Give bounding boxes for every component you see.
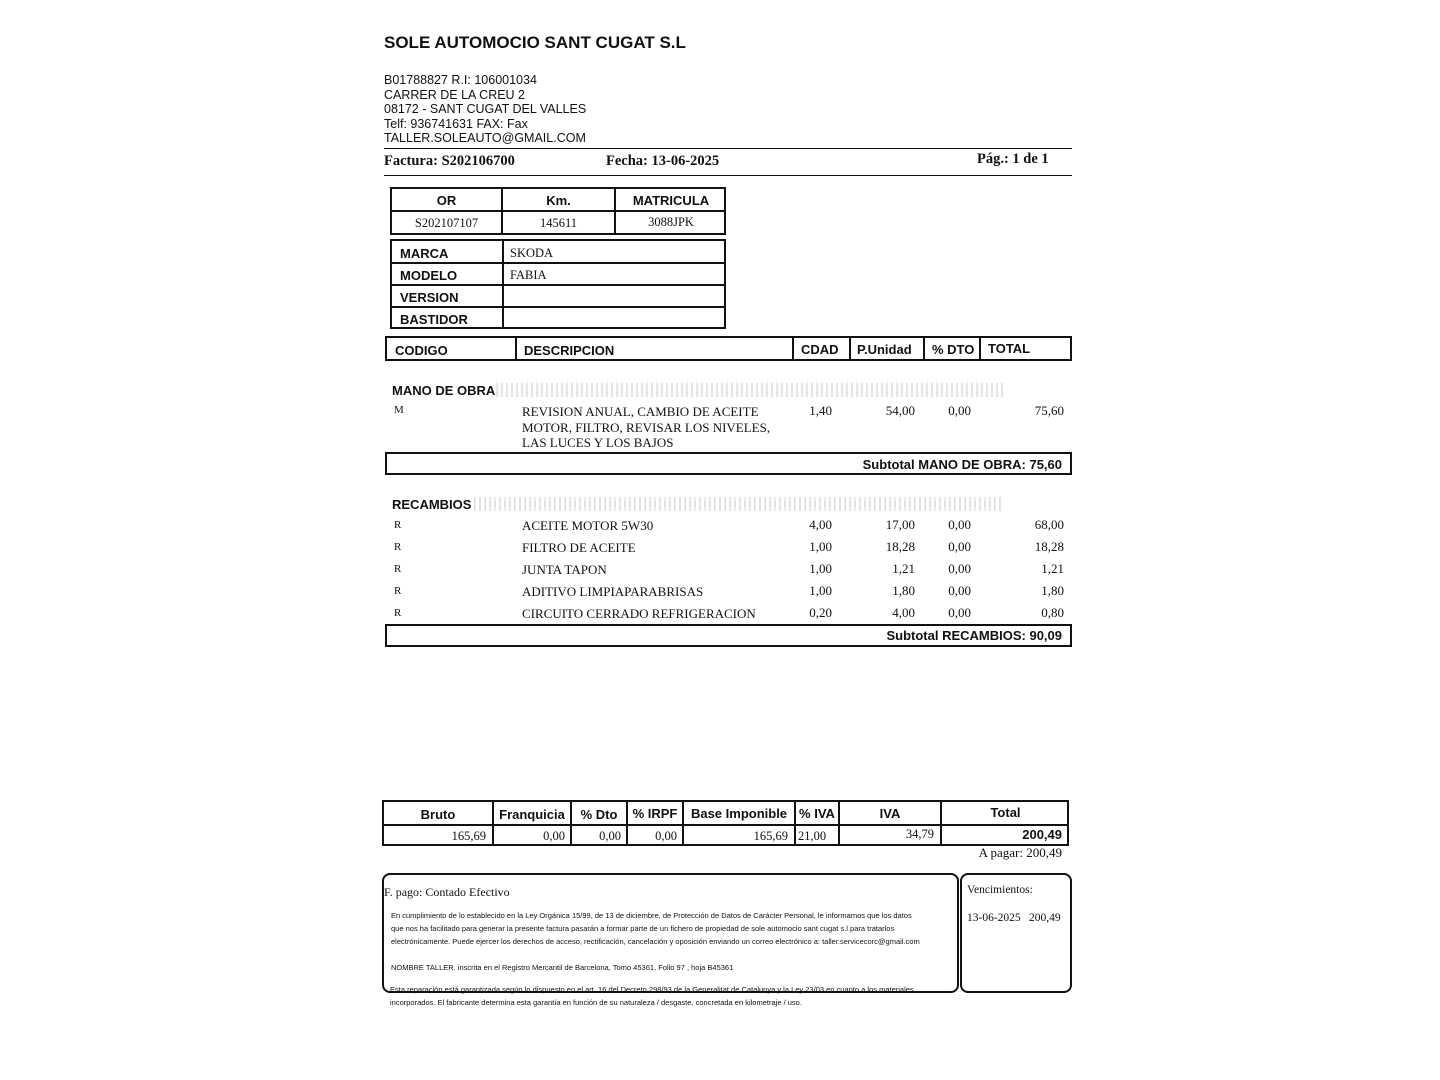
scan-shading	[496, 383, 1006, 397]
scan-shading	[474, 497, 1004, 511]
item-dto: 0,00	[948, 605, 971, 620]
codigo-header: CODIGO	[395, 343, 448, 358]
item-punidad: 1,21	[892, 561, 915, 576]
item-dto: 0,00	[948, 539, 971, 554]
item-description: ACEITE MOTOR 5W30	[522, 518, 654, 533]
item-description: ADITIVO LIMPIAPARABRISAS	[522, 584, 704, 599]
vencimientos-box	[960, 873, 1072, 993]
garantia-line: incorporados. El fabricante determina esta garantía en función de su naturaleza / desgaste, concretada en kilometraje / uso.	[390, 998, 802, 1007]
item-code: R	[394, 563, 402, 575]
descripcion-header: DESCRIPCION	[524, 343, 615, 358]
company-city: 08172 - SANT CUGAT DEL VALLES	[384, 102, 587, 117]
item-cdad: 1,00	[809, 561, 832, 576]
item-code: R	[394, 607, 402, 619]
company-name: SOLE AUTOMOCIO SANT CUGAT S.L	[384, 33, 686, 52]
pct-iva-header: % IVA	[799, 806, 835, 821]
totals-table	[382, 800, 1069, 846]
mano-obra-code: M	[394, 404, 404, 416]
bastidor-label: BASTIDOR	[400, 312, 468, 327]
item-dto: 0,00	[948, 517, 971, 532]
company-phone: Telf: 936741631 FAX: Fax	[384, 116, 528, 131]
iva-value: 34,79	[905, 827, 934, 841]
recambios-subtotal: Subtotal RECAMBIOS: 90,09	[886, 628, 1062, 643]
item-punidad: 17,00	[885, 517, 915, 532]
irpf-header: % IRPF	[632, 806, 678, 821]
mano-obra-punidad: 54,00	[885, 403, 915, 418]
dto-total-header: % Dto	[580, 807, 618, 822]
item-total: 0,80	[1041, 605, 1064, 620]
dto-total-value: 0,00	[599, 829, 621, 843]
items-header	[385, 336, 1072, 361]
company-tax-id: B01788827 R.I: 106001034	[384, 73, 537, 87]
item-cdad: 0,20	[809, 605, 832, 620]
mano-obra-description	[522, 404, 770, 451]
pct-iva-value: 21,00	[798, 829, 827, 843]
table-row	[385, 583, 1072, 605]
base-imponible-header: Base Imponible	[690, 806, 788, 821]
item-total: 1,80	[1041, 583, 1064, 598]
km-value: 145611	[539, 216, 578, 230]
page-number: Pág.: 1 de 1	[977, 151, 1049, 167]
mano-obra-cdad: 1,40	[809, 403, 832, 418]
item-code: R	[394, 519, 402, 531]
marca-label: MARCA	[400, 246, 449, 261]
mano-obra-subtotal-box	[385, 452, 1072, 475]
vehicle-id-table	[390, 187, 726, 235]
item-punidad: 1,80	[892, 583, 915, 598]
mano-obra-desc-line: REVISION ANUAL, CAMBIO DE ACEITE	[522, 404, 759, 419]
vencimientos-title: Vencimientos:	[967, 884, 1033, 896]
marca-value: SKODA	[510, 246, 554, 260]
item-punidad: 4,00	[892, 605, 915, 620]
total-final-value: 200,49	[1022, 827, 1062, 842]
legal-line: En cumplimiento de lo establecido en la Ley Orgánica 15/99, de 13 de diciembre, de Protección de Datos de Carácter Personal, le informamos que los datos	[391, 911, 912, 920]
version-label: VERSION	[400, 290, 459, 305]
mano-obra-desc-line: MOTOR, FILTRO, REVISAR LOS NIVELES,	[522, 419, 771, 435]
company-details	[384, 73, 586, 146]
modelo-value: FABIA	[510, 268, 547, 282]
iva-header: IVA	[879, 806, 901, 821]
item-total: 1,21	[1041, 561, 1064, 576]
punidad-header: P.Unidad	[857, 342, 912, 357]
item-dto: 0,00	[948, 561, 971, 576]
table-row	[385, 539, 1072, 561]
item-total: 68,00	[1034, 517, 1064, 532]
or-header: OR	[436, 193, 457, 208]
item-cdad: 1,00	[809, 583, 832, 598]
legal-line: que nos ha facilitado para generar la presente factura pasarán a formar parte de un fichero de propiedad de sole automocio sant cugat s.l para tratarlos	[391, 924, 895, 933]
legal-text	[391, 909, 956, 948]
header-rule-top	[384, 148, 1072, 149]
or-value: S202107107	[414, 216, 479, 230]
company-address: CARRER DE LA CREU 2	[384, 87, 526, 102]
registro-mercantil: NOMBRE TALLER. inscrita en el Registro Mercantil de Barcelona, Tomo 45361, Folio 97 , hoja B45361	[391, 963, 734, 972]
franquicia-value: 0,00	[543, 829, 565, 843]
irpf-value: 0,00	[655, 829, 677, 843]
bruto-value: 165,69	[451, 829, 486, 843]
invoice-number: Factura: S202106700	[384, 153, 515, 169]
recambios-subtotal-box	[385, 624, 1072, 647]
recambios-title: RECAMBIOS	[392, 497, 472, 512]
item-code: R	[394, 585, 402, 597]
mano-obra-total: 75,60	[1034, 403, 1064, 418]
legal-line: electrónicamente. Puede ejercer los derechos de acceso, rectificación, cancelación y oposición enviando un correo electrónico a: taller.servicecorc@gmail.com	[391, 937, 920, 946]
vencimiento-importe: 200,49	[1029, 912, 1061, 924]
item-total: 18,28	[1034, 539, 1064, 554]
bruto-header: Bruto	[420, 807, 456, 822]
modelo-label: MODELO	[400, 268, 458, 283]
invoice-date: Fecha: 13-06-2025	[606, 153, 720, 169]
km-header: Km.	[546, 193, 571, 208]
franquicia-header: Franquicia	[499, 807, 565, 822]
payment-legal-box	[382, 873, 959, 993]
cdad-header: CDAD	[801, 342, 839, 357]
item-dto: 0,00	[948, 583, 971, 598]
company-email: TALLER.SOLEAUTO@GMAIL.COM	[384, 131, 586, 146]
garantia-text	[390, 983, 970, 1009]
total-final-header: Total	[990, 805, 1021, 820]
matricula-header: MATRICULA	[632, 193, 710, 208]
item-cdad: 1,00	[809, 539, 832, 554]
a-pagar: A pagar: 200,49	[978, 845, 1062, 860]
mano-obra-title: MANO DE OBRA	[392, 383, 496, 398]
mano-obra-subtotal: Subtotal MANO DE OBRA: 75,60	[862, 457, 1062, 472]
item-code: R	[394, 541, 402, 553]
matricula-value: 3088JPK	[648, 215, 694, 229]
header-rule-bottom	[384, 175, 1072, 176]
table-row	[385, 517, 1072, 539]
item-punidad: 18,28	[885, 539, 915, 554]
mano-obra-desc-line: LAS LUCES Y LOS BAJOS	[522, 435, 674, 450]
vencimiento-fecha: 13-06-2025	[967, 912, 1021, 924]
item-description: FILTRO DE ACEITE	[522, 540, 636, 555]
forma-pago: F. pago: Contado Efectivo	[384, 885, 510, 899]
vehicle-details-table	[390, 239, 726, 329]
item-cdad: 4,00	[809, 517, 832, 532]
mano-obra-dto: 0,00	[948, 403, 971, 418]
item-description: CIRCUITO CERRADO REFRIGERACION	[522, 606, 756, 621]
dto-header: % DTO	[932, 342, 975, 357]
total-header: TOTAL	[988, 341, 1031, 356]
table-row	[385, 561, 1072, 583]
item-description: JUNTA TAPON	[522, 562, 607, 577]
base-imponible-value: 165,69	[753, 829, 788, 843]
recambios-list	[385, 517, 1072, 625]
garantia-line: Esta reparación está garantizada según lo dispuesto en el art. 16 del Decreto 298/93 de la Generalitat de Catalunya y la Ley 23/03 en cuanto a los materiales	[390, 985, 914, 994]
